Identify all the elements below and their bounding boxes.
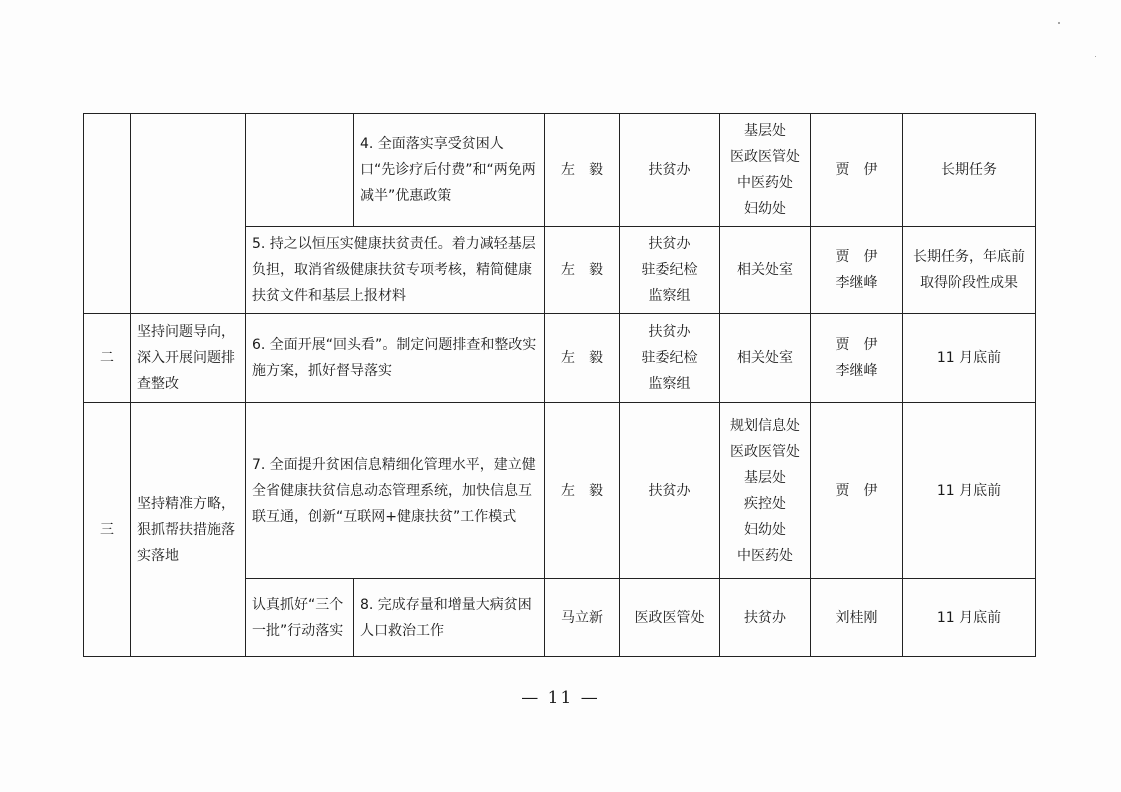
- lead-unit-cell: 扶贫办: [620, 403, 720, 579]
- task-item-cell: 6. 全面开展“回头看”。制定问题排查和整改实施方案，抓好督导落实: [246, 314, 545, 403]
- task-table: [83, 113, 1036, 657]
- leader-cell: 左 毅: [545, 403, 620, 579]
- leader-cell: 左 毅: [545, 114, 620, 227]
- row-number-cell: 二: [84, 314, 131, 403]
- owner-cell: 刘桂刚: [811, 579, 903, 657]
- table-row: [84, 114, 1036, 227]
- leader-cell: 马立新: [545, 579, 620, 657]
- deadline-cell: 长期任务: [903, 114, 1036, 227]
- lead-unit-cell: 医政医管处: [620, 579, 720, 657]
- task-item-cell: 8. 完成存量和增量大病贫困人口救治工作: [354, 579, 545, 657]
- coop-unit-cell: 扶贫办: [720, 579, 811, 657]
- category-cell: 坚持问题导向，深入开展问题排查整改: [131, 314, 246, 403]
- task-item-cell: 7. 全面提升贫困信息精细化管理水平，建立健全省健康扶贫信息动态管理系统，加快信息互联互通，创新“互联网+健康扶贫”工作模式: [246, 403, 545, 579]
- scan-speck: [1058, 22, 1060, 24]
- subcategory-cell: 认真抓好“三个一批”行动落实: [246, 579, 354, 657]
- task-item-cell: 5. 持之以恒压实健康扶贫责任。着力减轻基层负担，取消省级健康扶贫专项考核，精简健康扶贫文件和基层上报材料: [246, 227, 545, 314]
- task-item-cell: 4. 全面落实享受贫困人口“先诊疗后付费”和“两免两减半”优惠政策: [354, 114, 545, 227]
- deadline-cell: 长期任务，年底前 取得阶段性成果: [903, 227, 1036, 314]
- lead-unit-cell: 扶贫办: [620, 114, 720, 227]
- owner-cell: 贾 伊: [811, 403, 903, 579]
- deadline-cell: 11 月底前: [903, 314, 1036, 403]
- leader-cell: 左 毅: [545, 227, 620, 314]
- category-cell: [131, 114, 246, 314]
- page-number: — 11 —: [521, 688, 600, 708]
- owner-cell: 贾 伊 李继峰: [811, 227, 903, 314]
- leader-cell: 左 毅: [545, 314, 620, 403]
- table-row: [84, 314, 1036, 403]
- owner-cell: 贾 伊: [811, 114, 903, 227]
- deadline-cell: 11 月底前: [903, 403, 1036, 579]
- row-number-cell: [84, 114, 131, 314]
- owner-cell: 贾 伊 李继峰: [811, 314, 903, 403]
- category-cell: 坚持精准方略，狠抓帮扶措施落实落地: [131, 403, 246, 657]
- lead-unit-cell: 扶贫办 驻委纪检 监察组: [620, 227, 720, 314]
- lead-unit-cell: 扶贫办 驻委纪检 监察组: [620, 314, 720, 403]
- deadline-cell: 11 月底前: [903, 579, 1036, 657]
- row-number-cell: 三: [84, 403, 131, 657]
- coop-unit-cell: 规划信息处 医政医管处 基层处 疾控处 妇幼处 中医药处: [720, 403, 811, 579]
- subcategory-cell: [246, 114, 354, 227]
- coop-unit-cell: 基层处 医政医管处 中医药处 妇幼处: [720, 114, 811, 227]
- coop-unit-cell: 相关处室: [720, 314, 811, 403]
- scan-speck: [1095, 56, 1096, 57]
- table-row: [84, 403, 1036, 579]
- coop-unit-cell: 相关处室: [720, 227, 811, 314]
